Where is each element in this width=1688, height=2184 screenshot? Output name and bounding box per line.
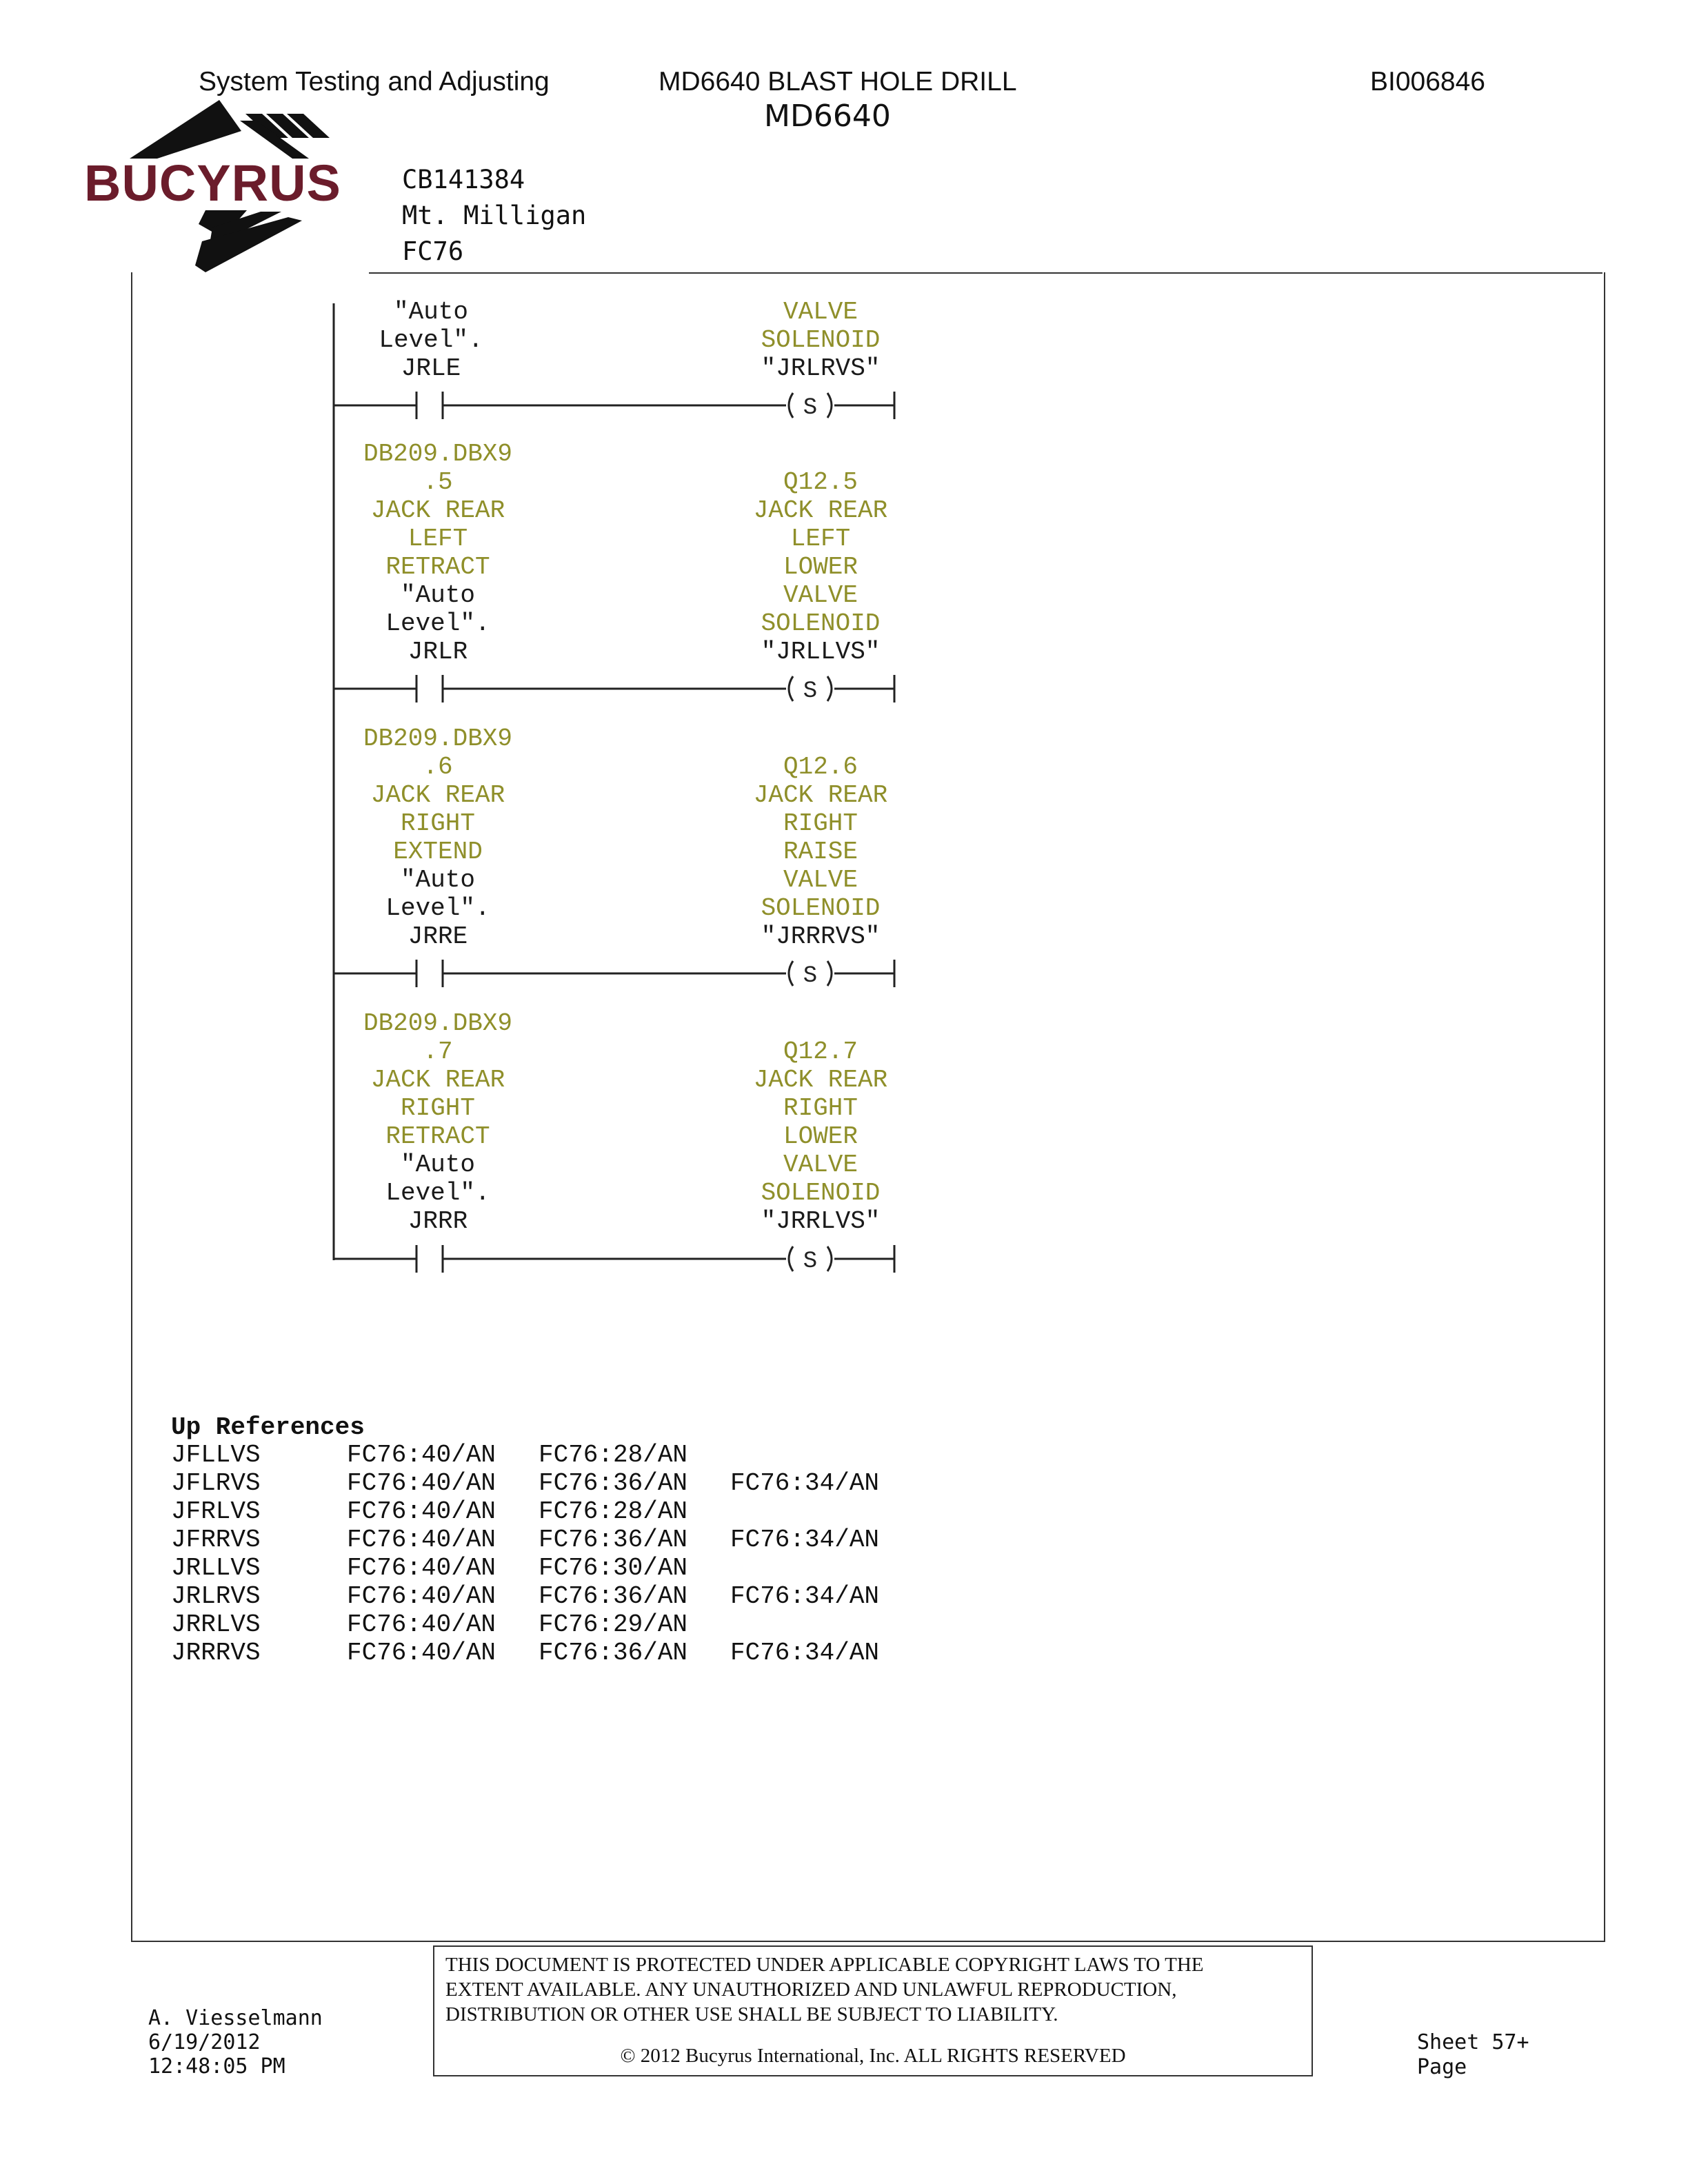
ref-link[interactable]: FC76:34/AN [730,1469,880,1497]
copyright-line: EXTENT AVAILABLE. ANY UNAUTHORIZED AND UNLAWFUL REPRODUCTION, [445,1979,1177,2001]
network-1-contact-label: DB209.DBX9 .5 JACK REAR LEFT RETRACT "Auto Level". JRLR [363,440,513,666]
copyright-line: DISTRIBUTION OR OTHER USE SHALL BE SUBJECT TO LIABILITY. [445,2003,1058,2025]
ref-link[interactable]: FC76:40/AN [347,1526,496,1554]
coil-type-1: S [803,678,818,705]
ref-link[interactable]: FC76:36/AN [539,1469,688,1497]
ref-name: JFLLVS [171,1441,261,1469]
ref-name: JRLLVS [171,1554,261,1582]
up-references-title: Up References [171,1413,365,1442]
top-coil-label: VALVE SOLENOID "JRLRVS" [761,298,881,383]
ref-link[interactable]: FC76:29/AN [539,1610,688,1639]
section-title: System Testing and Adjusting [199,67,550,97]
author-block [148,2006,323,2079]
network-3-coil-label: Q12.7 JACK REAR RIGHT LOWER VALVE SOLENOID "JRRLVS" [753,1038,888,1235]
ref-link[interactable]: FC76:40/AN [347,1497,496,1526]
ref-name: JFRRVS [171,1526,261,1554]
coil-type-top: S [803,395,818,421]
page-label: Page [1417,2055,1467,2079]
sheet-number: Sheet 57+ [1417,2030,1529,2054]
ref-name: JFRLVS [171,1497,261,1526]
site-name: Mt. Milligan [402,201,587,230]
ref-name: JFLRVS [171,1469,261,1497]
network-2-coil-label: Q12.6 JACK REAR RIGHT RAISE VALVE SOLENOID "JRRRVS" [753,753,888,951]
ref-link[interactable]: FC76:28/AN [539,1497,688,1526]
author-name: A. Viesselmann [148,2006,323,2030]
ref-name: JRLRVS [171,1582,261,1610]
copyright-line: THIS DOCUMENT IS PROTECTED UNDER APPLICABLE COPYRIGHT LAWS TO THE [445,1954,1204,1976]
network-1-coil-label: Q12.5 JACK REAR LEFT LOWER VALVE SOLENOID "JRLLVS" [753,468,888,666]
ref-link[interactable]: FC76:40/AN [347,1441,496,1469]
top-contact-label: "Auto Level". JRLE [379,298,483,383]
network-2-contact-label: DB209.DBX9 .6 JACK REAR RIGHT EXTEND "Auto Level". JRRE [363,725,513,951]
ref-link[interactable]: FC76:34/AN [730,1526,880,1554]
ref-link[interactable]: FC76:34/AN [730,1582,880,1610]
document-title: MD6640 BLAST HOLE DRILL [659,67,1017,97]
network-3-contact-label: DB209.DBX9 .7 JACK REAR RIGHT RETRACT "Auto Level". JRRR [363,1009,513,1235]
copyright-box [433,1945,1313,2076]
copyright-notice: © 2012 Bucyrus International, Inc. ALL RIGHTS RESERVED [620,2045,1126,2067]
print-time: 12:48:05 PM [148,2054,285,2079]
ref-link[interactable]: FC76:36/AN [539,1639,688,1667]
ref-link[interactable]: FC76:28/AN [539,1441,688,1469]
ref-name: JRRRVS [171,1639,261,1667]
ref-link[interactable]: FC76:36/AN [539,1582,688,1610]
ref-link[interactable]: FC76:40/AN [347,1610,496,1639]
ref-link[interactable]: FC76:40/AN [347,1639,496,1667]
cb-number: CB141384 [402,165,525,194]
coil-type-3: S [803,1248,818,1275]
ref-link[interactable]: FC76:40/AN [347,1469,496,1497]
ref-link[interactable]: FC76:36/AN [539,1526,688,1554]
document-id: BI006846 [1370,67,1485,97]
model-number: MD6640 [764,99,891,134]
ref-link[interactable]: FC76:30/AN [539,1554,688,1582]
print-date: 6/19/2012 [148,2030,261,2054]
ref-link[interactable]: FC76:40/AN [347,1554,496,1582]
ref-link[interactable]: FC76:40/AN [347,1582,496,1610]
ref-name: JRRLVS [171,1610,261,1639]
ref-link[interactable]: FC76:34/AN [730,1639,880,1667]
block-name: FC76 [402,236,464,266]
logo-wordmark: BUCYRUS [84,154,341,212]
sheet-block [1417,2030,1529,2080]
coil-type-2: S [803,963,818,989]
